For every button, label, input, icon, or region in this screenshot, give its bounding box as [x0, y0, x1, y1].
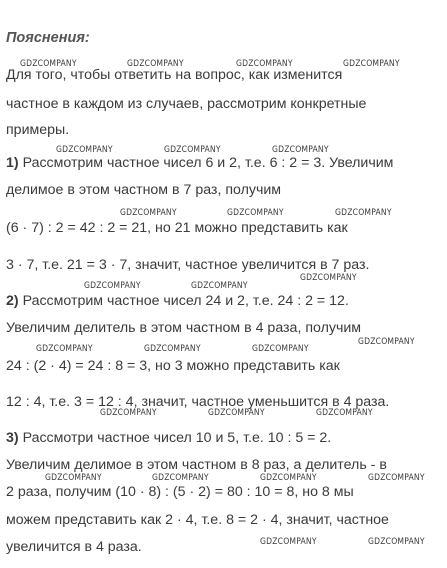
text-line: (6 · 7) : 2 = 42 : 2 = 21, но 21 можно представить как: [6, 220, 348, 236]
watermark-text: GDZCOMPANY: [208, 408, 265, 418]
watermark-text: GDZCOMPANY: [368, 473, 425, 483]
item-number: 1): [6, 155, 19, 171]
watermark-text: GDZCOMPANY: [127, 59, 184, 69]
text-line: можем представить как 2 · 4, т.е. 8 = 2 · 4, значит, частное: [6, 512, 389, 528]
watermark-text: GDZCOMPANY: [20, 59, 77, 69]
item-number: 3): [6, 430, 19, 446]
text-line: Рассмотрим частное чисел 24 и 2, т.е. 24 : 2 = 12.: [22, 293, 349, 309]
watermark-text: GDZCOMPANY: [36, 344, 93, 354]
watermark-text: GDZCOMPANY: [164, 145, 221, 155]
watermark-text: GDZCOMPANY: [45, 473, 102, 483]
item-2-line: [6, 292, 349, 310]
text-line: Для того, чтобы ответить на вопрос, как изменится: [6, 67, 343, 83]
text-line: 2 раза, получим (10 · 8) : (5 · 2) = 80 : 10 = 8, но 8 мы: [6, 484, 354, 500]
item-3-line: [6, 429, 331, 447]
watermark-text: GDZCOMPANY: [252, 344, 309, 354]
watermark-text: GDZCOMPANY: [300, 273, 357, 283]
watermark-text: GDZCOMPANY: [152, 473, 209, 483]
watermark-text: GDZCOMPANY: [191, 281, 248, 291]
watermark-text: GDZCOMPANY: [316, 408, 373, 418]
watermark-text: GDZCOMPANY: [358, 337, 415, 347]
text-line: Увеличим делитель в этом частном в 4 раза, получим: [6, 320, 362, 336]
item-1-line: [6, 154, 393, 172]
watermark-text: GDZCOMPANY: [335, 208, 392, 218]
text-line: увеличится в 4 раза.: [6, 539, 142, 555]
text-line: 3 · 7, т.е. 21 = 3 · 7, значит, частное увеличится в 7 раз.: [6, 257, 370, 273]
text-line: делимое в этом частном в 7 раз, получим: [6, 182, 282, 198]
section-title: Пояснения:: [6, 30, 90, 46]
text-line: 24 : (2 · 4) = 24 : 8 = 3, но 3 можно представить как: [6, 358, 340, 374]
item-number: 2): [6, 293, 19, 309]
text-line: Рассмотрим частное чисел 6 и 2, т.е. 6 : 2 = 3. Увеличим: [22, 155, 394, 171]
text-line: Рассмотри частное чисел 10 и 5, т.е. 10 : 5 = 2.: [22, 430, 332, 446]
watermark-text: GDZCOMPANY: [120, 208, 177, 218]
watermark-text: GDZCOMPANY: [144, 344, 201, 354]
text-line: Увеличим делимое в этом частном в 8 раз, а делитель - в: [6, 457, 387, 473]
watermark-text: GDZCOMPANY: [272, 145, 329, 155]
watermark-text: GDZCOMPANY: [227, 208, 284, 218]
watermark-text: GDZCOMPANY: [100, 408, 157, 418]
text-line: частное в каждом из случаев, рассмотрим конкретные: [6, 96, 367, 112]
watermark-text: GDZCOMPANY: [84, 281, 141, 291]
watermark-text: GDZCOMPANY: [343, 59, 400, 69]
text-line: 12 : 4, т.е. 3 = 12 : 4, значит, частное уменьшится в 4 раза.: [6, 394, 390, 410]
watermark-text: GDZCOMPANY: [260, 473, 317, 483]
watermark-text: GDZCOMPANY: [368, 537, 425, 547]
watermark-text: GDZCOMPANY: [56, 145, 113, 155]
watermark-text: GDZCOMPANY: [260, 537, 317, 547]
text-line: примеры.: [6, 122, 70, 138]
watermark-text: GDZCOMPANY: [236, 59, 293, 69]
